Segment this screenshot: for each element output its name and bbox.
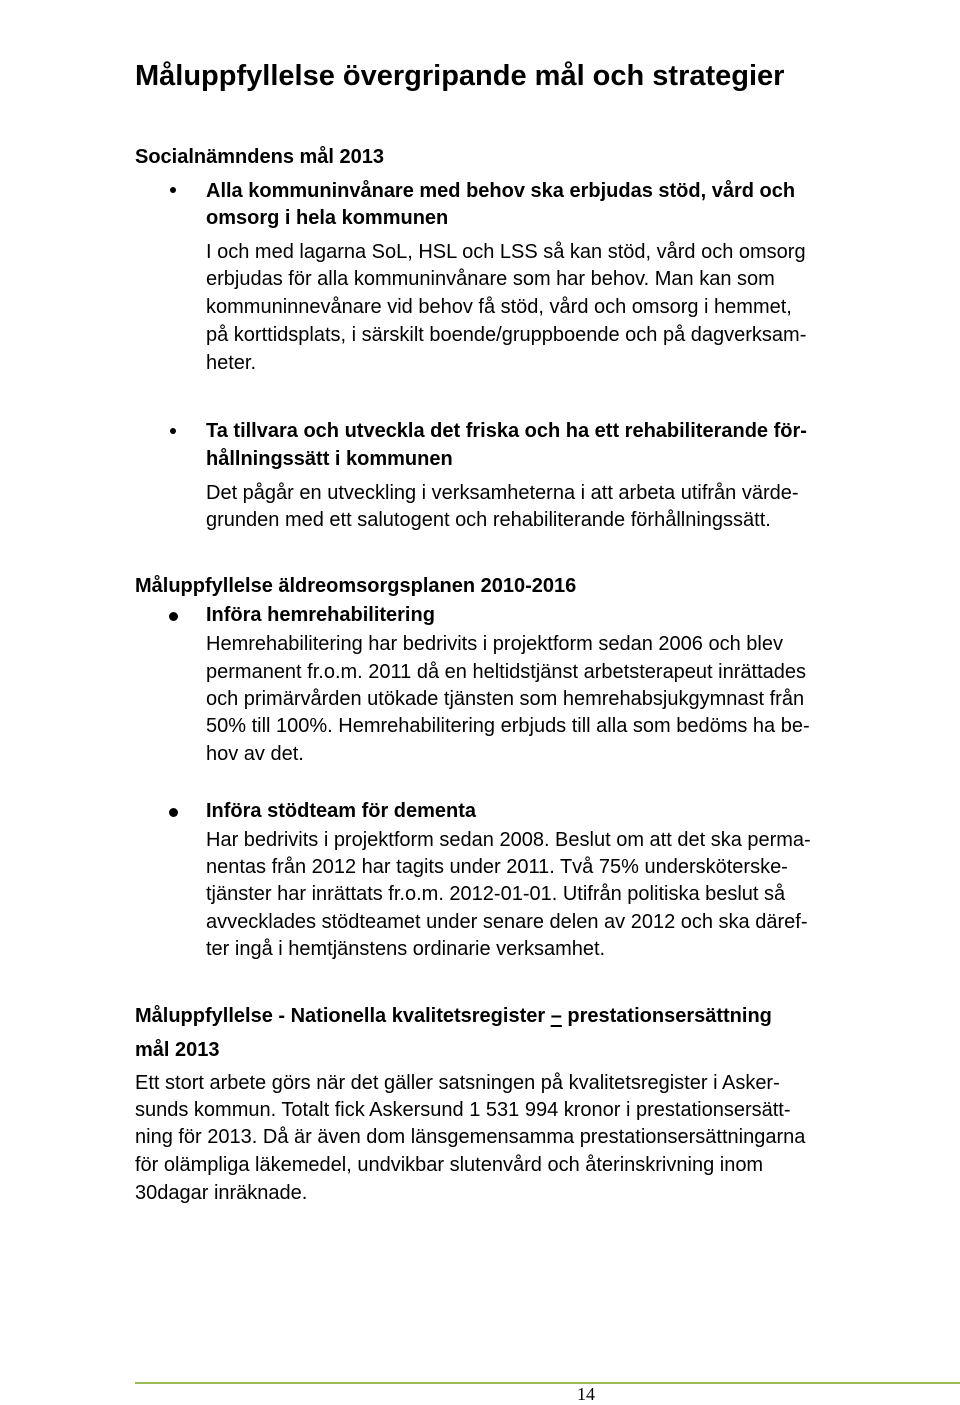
heading-part: Måluppfyllelse - Nationella kvalitetsregister bbox=[135, 1005, 546, 1027]
body-line: 30dagar inräknade. bbox=[135, 1182, 308, 1204]
goal-body-line: på korttidsplats, i särskilt boende/gruppboende och på dagverksam- bbox=[206, 324, 807, 346]
footer-divider bbox=[135, 1382, 960, 1384]
bullet-icon bbox=[169, 808, 178, 817]
section-heading-aldreomsorg: Måluppfyllelse äldreomsorgsplanen 2010-2016 bbox=[135, 575, 577, 597]
section-heading-kvalitetsregister bbox=[135, 1003, 772, 1030]
bullet-icon bbox=[170, 187, 176, 193]
goal-body-line: kommuninnevånare vid behov få stöd, vård och omsorg i hemmet, bbox=[206, 296, 792, 318]
bullet-icon bbox=[170, 428, 176, 434]
body-line: sunds kommun. Totalt fick Askersund 1 531 994 kronor i prestationsersätt- bbox=[135, 1099, 791, 1121]
body-line: ning för 2013. Då är även dom länsgemensamma prestationsersättningarna bbox=[135, 1126, 806, 1148]
goal-title-line: omsorg i hela kommunen bbox=[206, 207, 449, 229]
goal-body-line: och primärvården utökade tjänsten som hemrehabsjukgymnast från bbox=[206, 688, 805, 710]
goal-title-line: Ta tillvara och utveckla det friska och ha ett rehabiliterande för- bbox=[206, 420, 807, 442]
goal-title-line: Införa hemrehabilitering bbox=[206, 604, 435, 626]
body-line: Ett stort arbete görs när det gäller satsningen på kvalitetsregister i Asker- bbox=[135, 1072, 780, 1094]
section-heading-socialnamnden: Socialnämndens mål 2013 bbox=[135, 146, 385, 168]
body-line: för olämpliga läkemedel, undvikbar slutenvård och återinskrivning inom bbox=[135, 1154, 764, 1176]
goal-body-line: Hemrehabilitering har bedrivits i projektform sedan 2006 och blev bbox=[206, 633, 783, 655]
goal-body-line: 50% till 100%. Hemrehabilitering erbjuds till alla som bedöms ha be- bbox=[206, 715, 810, 737]
goal-title-line: hållningssätt i kommunen bbox=[206, 448, 453, 470]
goal-body-line: nentas från 2012 har tagits under 2011. Två 75% undersköterske- bbox=[206, 856, 788, 878]
goal-body-line: grunden med ett salutogent och rehabiliterande förhållningssätt. bbox=[206, 509, 771, 531]
goal-body-line: heter. bbox=[206, 352, 257, 374]
heading-dash: – bbox=[550, 1005, 562, 1027]
goal-body-line: I och med lagarna SoL, HSL och LSS så kan stöd, vård och omsorg bbox=[206, 241, 806, 263]
page-title: Måluppfyllelse övergripande mål och strategier bbox=[135, 60, 785, 92]
page-number: 14 bbox=[577, 1384, 595, 1404]
heading-part: prestationsersättning bbox=[567, 1005, 772, 1027]
goal-body-line: tjänster har inrättats fr.o.m. 2012-01-01. Utifrån politiska beslut så bbox=[206, 883, 786, 905]
bullet-icon bbox=[169, 612, 178, 621]
goal-body-line: Har bedrivits i projektform sedan 2008. Beslut om att det ska perma- bbox=[206, 829, 811, 851]
goal-body-line: hov av det. bbox=[206, 743, 304, 765]
goal-body-line: ter ingå i hemtjänstens ordinarie verksamhet. bbox=[206, 938, 606, 960]
goal-title-line: Införa stödteam för dementa bbox=[206, 800, 477, 822]
goal-title-line: Alla kommuninvånare med behov ska erbjudas stöd, vård och bbox=[206, 180, 796, 202]
goal-body-line: erbjudas för alla kommuninvånare som har behov. Man kan som bbox=[206, 268, 775, 290]
goal-body-line: Det pågår en utveckling i verksamheterna i att arbeta utifrån värde- bbox=[206, 482, 799, 504]
goal-body-line: avvecklades stödteamet under senare delen av 2012 och ska däref- bbox=[206, 911, 808, 933]
section-heading-line2: mål 2013 bbox=[135, 1039, 220, 1061]
goal-body-line: permanent fr.o.m. 2011 då en heltidstjänst arbetsterapeut inrättades bbox=[206, 661, 806, 683]
